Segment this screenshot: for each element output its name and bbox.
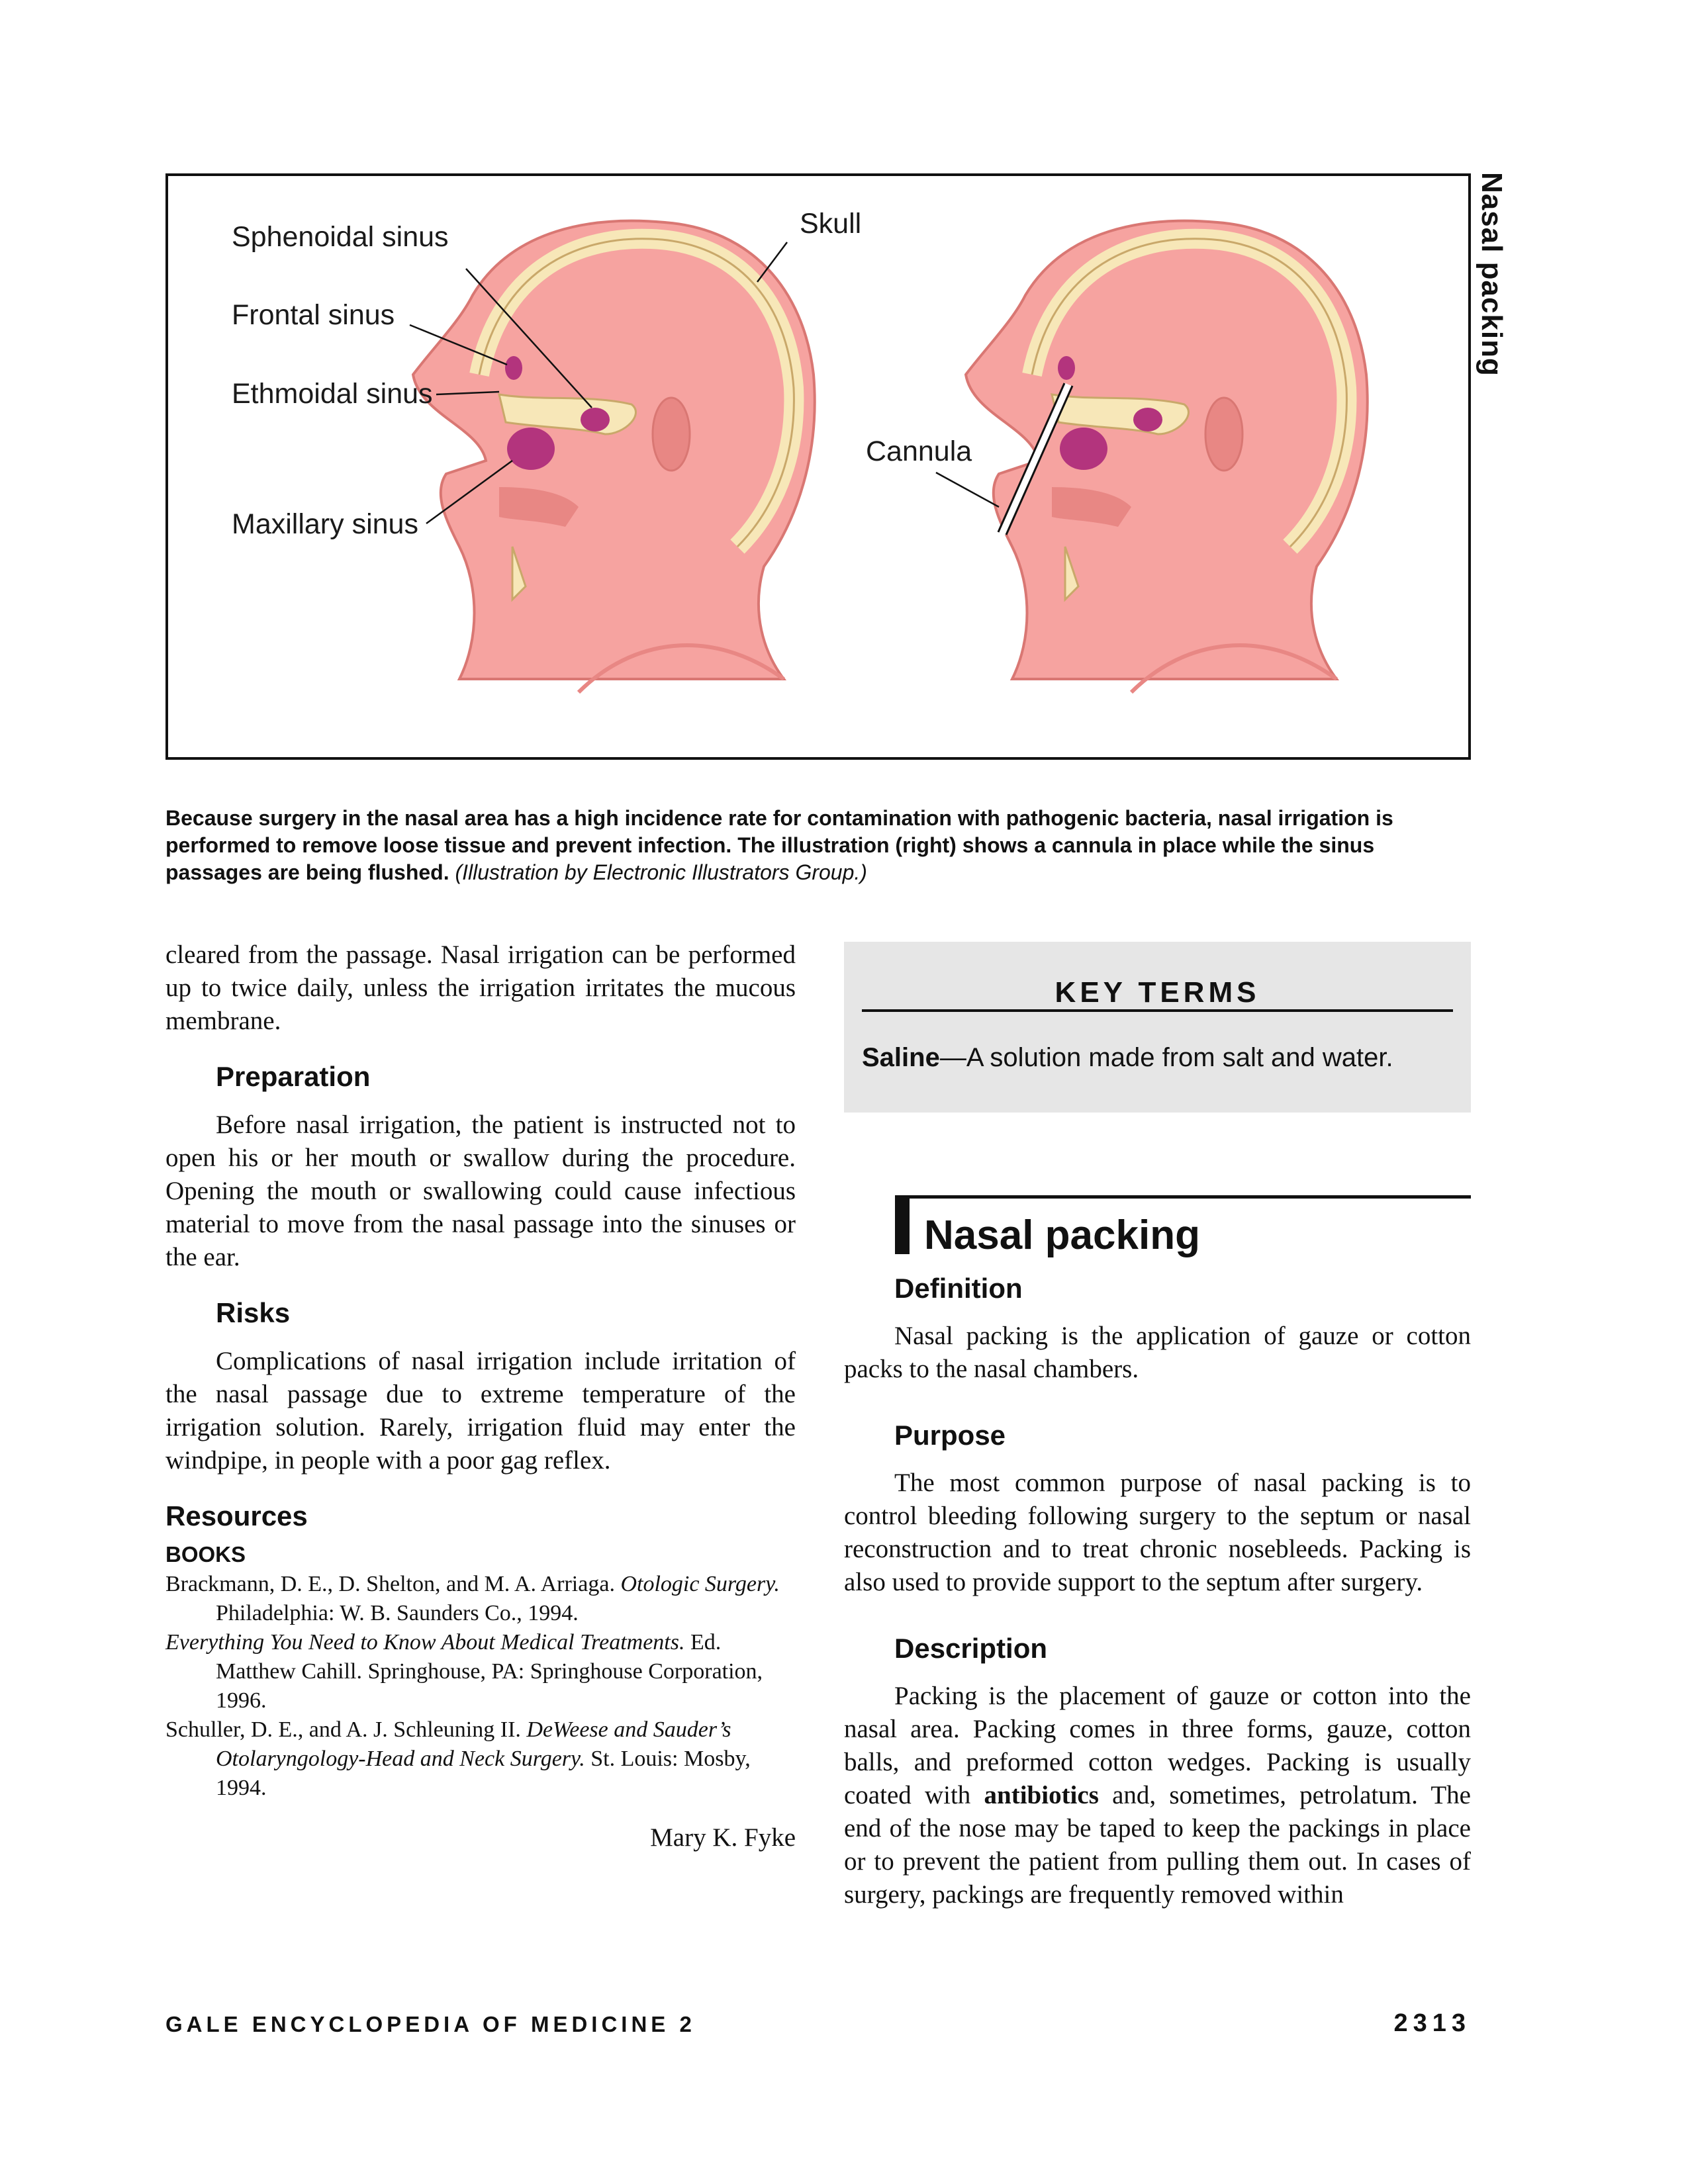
entry-heading-bar [895,1199,910,1254]
key-term-word: Saline [862,1043,940,1072]
purpose-heading: Purpose [894,1420,1006,1451]
right-column [844,1272,1471,1911]
left-head-figure [413,221,815,692]
sphenoidal-sinus-label: Sphenoidal sinus [232,221,449,253]
resources-heading: Resources [165,1500,308,1531]
caption-credit: (Illustration by Electronic Illustrators Group.) [455,860,867,884]
continued-paragraph: cleared from the passage. Nasal irrigation can be performed up to twice daily, unless the irrigation irritates the mucous membrane. [165,940,796,1035]
reference-item: Everything You Need to Know About Medical Treatments. Ed. Matthew Cahill. Springhouse, PA: Springhouse Corporation, 1996. [165,1630,763,1713]
publication-footer: GALE ENCYCLOPEDIA OF MEDICINE 2 [165,2012,696,2036]
definition-paragraph: Nasal packing is the application of gauze or cotton packs to the nasal chambers. [844,1322,1471,1383]
reference-item: Brackmann, D. E., D. Shelton, and M. A. Arriaga. Otologic Surgery. Philadelphia: W. B. Saunders Co., 1994. [165,1572,780,1625]
description-paragraph: Packing is the placement of gauze or cotton into the nasal area. Packing comes in three forms, gauze, cotton balls, and preformed cotton wedges. Packing is usually coated with antibiotics and, sometimes, petrolatum. The end of the nose may be taped to keep the packings in place or to prevent the patient from pulling them out. In cases of surgery, packings are frequently removed within [844,1682,1471,1909]
right-head-figure [966,221,1368,692]
risks-heading: Risks [216,1297,291,1328]
entry-heading [895,1195,1471,1258]
figure-caption [165,805,1471,886]
purpose-paragraph: The most common purpose of nasal packing is to control bleeding following surgery to the septum or nasal reconstruction and to treat chronic nosebleeds. Packing is also used to provide support to the septum after surgery. [844,1469,1471,1596]
key-term-entry [862,1041,1453,1074]
frontal-sinus-label: Frontal sinus [232,299,395,331]
preparation-heading: Preparation [216,1061,371,1092]
entry-title: Nasal packing [924,1212,1200,1258]
cannula-label: Cannula [866,435,972,467]
description-heading: Description [894,1633,1048,1664]
risks-paragraph: Complications of nasal irrigation include irritation of the nasal passage due to extreme temperature of the irrigation solution. Rarely, irrigation fluid may enter the windpipe, in people with a poor gag reflex. [165,1347,796,1475]
ethmoidal-sinus-label: Ethmoidal sinus [232,378,433,410]
author-signature: Mary K. Fyke [650,1823,796,1852]
illustration-frame [165,173,1471,760]
skull-label: Skull [800,208,862,240]
antibiotics-term: antibiotics [984,1781,1099,1809]
maxillary-sinus-label: Maxillary sinus [232,508,418,540]
left-column [165,938,796,1854]
caption-text: Because surgery in the nasal area has a high incidence rate for contamination with pathogenic bacteria, nasal irrigation is performed to remove loose tissue and prevent infection. The illustration (right) shows a cannula in place while the sinus passages are being flushed. [165,806,1393,884]
key-terms-box [844,942,1471,1113]
preparation-paragraph: Before nasal irrigation, the patient is instructed not to open his or her mouth or swallow during the procedure. Opening the mouth or swallowing could cause infectious material to move from the nasal passage into the sinuses or the ear. [165,1111,796,1271]
running-head [1470,172,1509,569]
head-illustration [168,176,1468,757]
running-head-text: Nasal packing [1476,172,1508,377]
key-terms-title: KEY TERMS [862,976,1453,1012]
reference-list [165,1570,796,1803]
page-number: 2313 [1393,2009,1471,2037]
books-heading: BOOKS [165,1542,246,1567]
reference-item: Schuller, D. E., and A. J. Schleuning II. DeWeese and Sauder’s Otolaryngology-Head and Neck Surgery. St. Louis: Mosby, 1994. [165,1717,751,1800]
definition-heading: Definition [894,1273,1023,1304]
key-term-definition: —A solution made from salt and water. [939,1043,1393,1072]
